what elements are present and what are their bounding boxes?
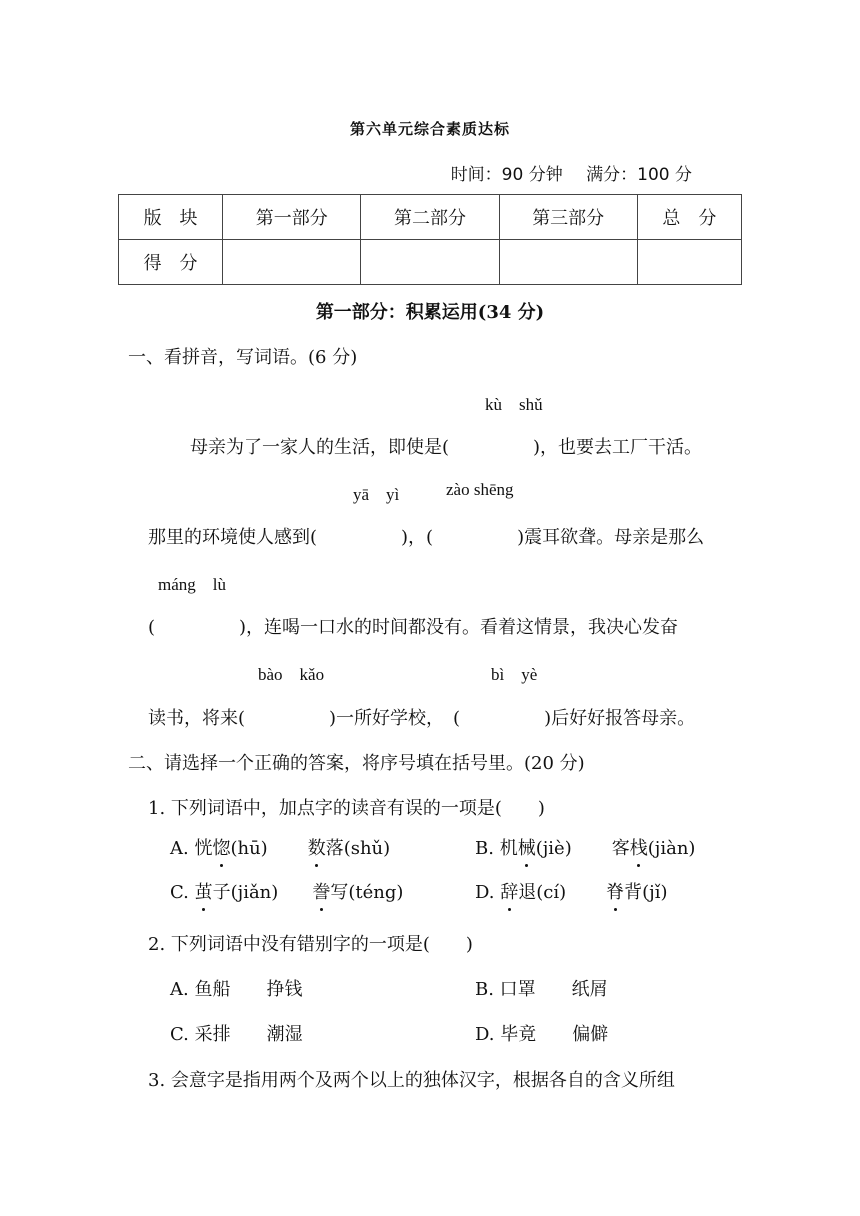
header-part1: 第一部分	[223, 195, 361, 240]
q2-item3-stem: 3. 会意字是指用两个及两个以上的独体汉字，根据各自的含义所组	[148, 1070, 675, 1091]
q1-line3: ( )，连喝一口水的时间都没有。看着这情景，我决心发奋	[148, 617, 679, 638]
score-cell-part3[interactable]	[499, 240, 637, 285]
q1-line4: 读书，将来( )一所好学校， ( )后好好报答母亲。	[148, 708, 696, 729]
score-table-score-row	[119, 240, 742, 285]
pinyin-biye: bì yè	[491, 665, 538, 684]
header-total: 总 分	[637, 195, 741, 240]
q2-item2-stem: 2. 下列词语中没有错别字的一项是( )	[148, 934, 473, 955]
pinyin-manglu: máng lù	[158, 575, 226, 594]
q2-title: 二、请选择一个正确的答案，将序号填在括号里。(20 分)	[128, 753, 585, 774]
q2-item1-option-b[interactable]: B. 机械(jiè) 客栈(jiàn)	[475, 834, 695, 860]
score-cell-part2[interactable]	[361, 240, 499, 285]
score-cell-total[interactable]	[637, 240, 741, 285]
score-table-header-row	[119, 195, 742, 240]
row-label-score: 得 分	[119, 240, 223, 285]
header-part3: 第三部分	[499, 195, 637, 240]
q2-item1-option-d[interactable]: D. 辞退(cí) 脊背(jǐ)	[475, 878, 668, 904]
q1-title: 一、看拼音，写词语。(6 分)	[128, 347, 358, 368]
q2-item2-option-a[interactable]: A. 鱼船 挣钱	[170, 979, 303, 1000]
q2-item2-option-d[interactable]: D. 毕竟 偏僻	[475, 1024, 609, 1045]
header-part2: 第二部分	[361, 195, 499, 240]
q2-item1-option-a[interactable]: A. 恍惚(hū) 数落(shǔ)	[170, 834, 390, 860]
score-cell-part1[interactable]	[223, 240, 361, 285]
time-limit: 时间：90 分钟	[450, 165, 563, 185]
part1-title: 第一部分：积累运用(34 分)	[315, 302, 545, 323]
q2-item2-option-b[interactable]: B. 口罩 纸屑	[475, 979, 608, 1000]
q2-item2-option-c[interactable]: C. 采排 潮湿	[170, 1024, 303, 1045]
header-section: 版 块	[119, 195, 223, 240]
full-score: 满分：100 分	[586, 165, 692, 185]
pinyin-baokao: bào kǎo	[258, 665, 325, 684]
q1-line1: 母亲为了一家人的生活，即使是( )，也要去工厂干活。	[190, 437, 703, 458]
q2-item1-stem: 1. 下列词语中，加点字的读音有误的一项是( )	[148, 798, 545, 819]
score-table	[118, 194, 742, 285]
pinyin-kushu: kù shǔ	[485, 395, 543, 414]
q1-line2: 那里的环境使人感到( )，( )震耳欲聋。母亲是那么	[148, 527, 705, 548]
pinyin-zaosheng: zào shēng	[446, 480, 514, 499]
pinyin-yayi: yā yì	[353, 485, 400, 504]
q2-item1-option-c[interactable]: C. 茧子(jiǎn) 誊写(téng)	[170, 878, 403, 904]
exam-meta	[445, 160, 692, 185]
page-title: 第六单元综合素质达标	[349, 120, 510, 138]
